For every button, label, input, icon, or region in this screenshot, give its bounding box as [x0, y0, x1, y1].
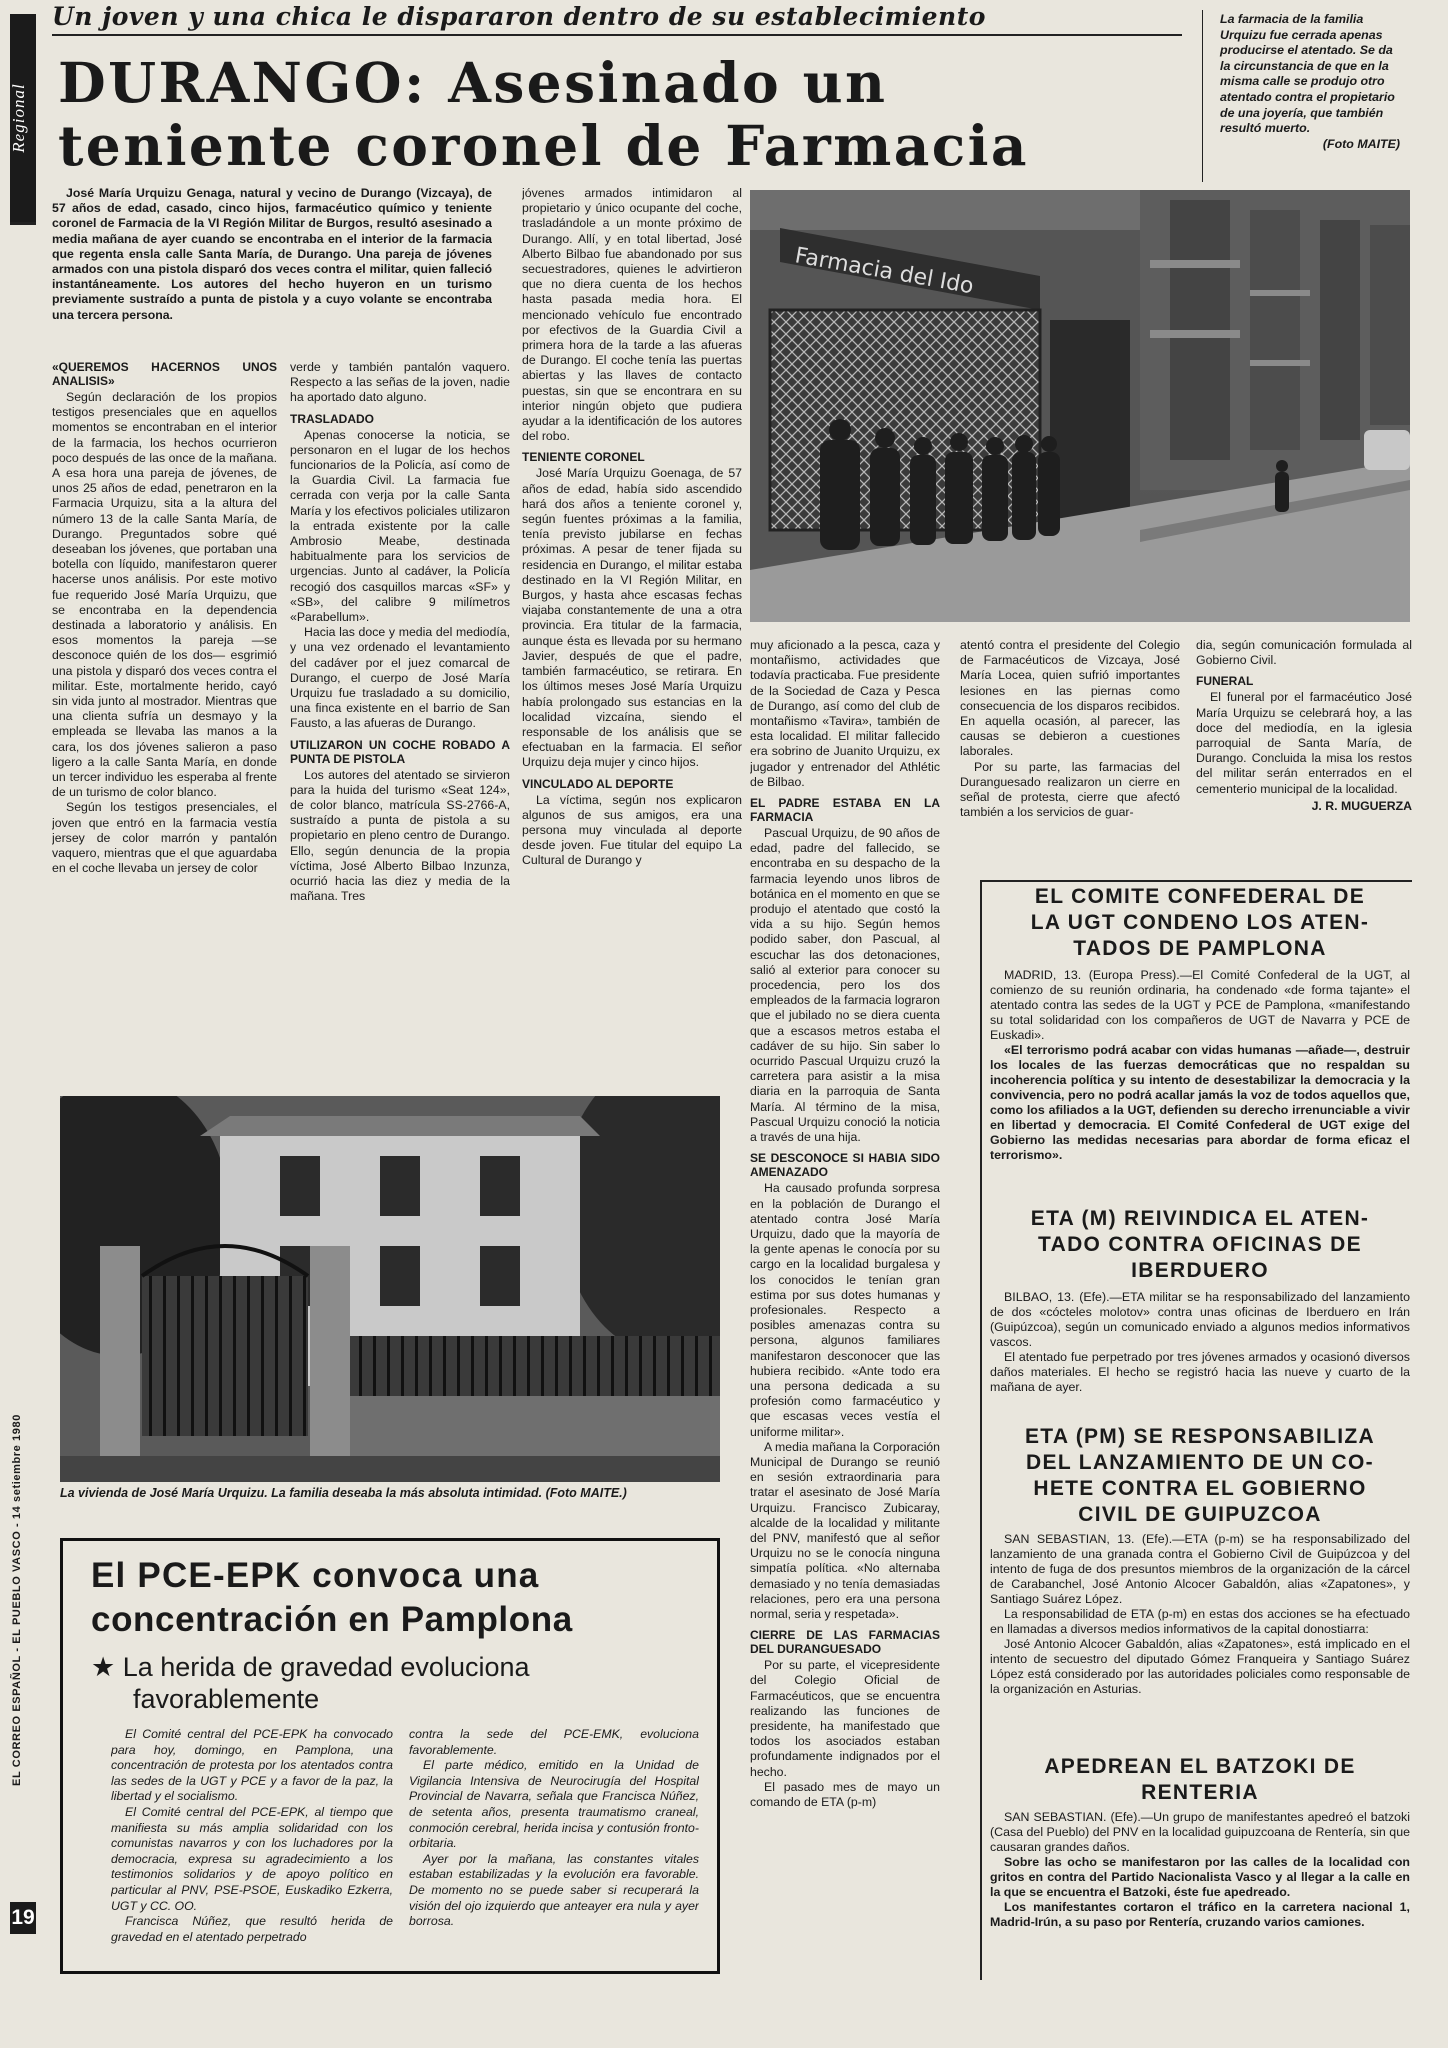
- photo1-caption: La farmacia de la familia Urquizu fue cerrada apenas producirse el atentado. Se da la circunstancia de que en la misma calle se produjo otro atentado contra el propietario de una joyería, que también resultó muerto. (Foto MAITE): [1220, 12, 1400, 151]
- eta-m-article: BILBAO, 13. (Efe).—ETA militar se ha responsabilizado del lanzamiento de dos «cócteles molotov» contra unas oficinas de Iberduero en Irán (Guipúzcoa), según un comunicado enviado a algunos medios informativos vascos. El atentado fue perpetrado por tres jóvenes armados y ocasionó diversos daños materiales. El hecho se registró hacia las nueve y cuarto de la mañana de ayer.: [990, 1290, 1410, 1394]
- eta-pm-article: SAN SEBASTIAN, 13. (Efe).—ETA (p-m) se ha responsabilizado del lanzamiento de una granada contra el Gobierno Civil de Guipúzcoa y del intento de fuga de dos presuntos miembros de la organización de la cárcel de Carabanchel, José Antonio Alcocer Gabaldón, alias «Zapatones», y Santiago Suárez López. La responsabilidad de ETA (p-m) en estas dos acciones se ha efectuado en llamadas a diversos medios informativos de la capital donostiarra: José Antonio Alcocer Gabaldón, alias «Zapatones», está implicado en el intento de secuestro del diputado Gómez Franqueira y Santiago Suárez López está considerado por las autoridades policiales como responsable de la organización en Asturias.: [990, 1532, 1410, 1696]
- subhead-funeral: FUNERAL: [1196, 674, 1254, 689]
- article-column-4: muy aficionado a la pesca, caza y montañismo, actividades que todavía practicaba. Fue presidente de la Sociedad de Caza y Pesca de Durango, así como del club de montañismo «Tavira», también de esta localidad. El militar fallecido era sobrino de Juanito Urquizu, ex jugador y entrenador del Athlétic de Bilbao. EL PADRE ESTABA EN LA FARMACIA Pascual Urquizu, de 90 años de edad, padre del fallecido, se encontraba en su despacho de la farmacia leyendo unos libros de botánica en el momento en que se produjo el atentado que costó la vida a su hijo. Según hemos podido saber, don Pascual, al escuchar las dos detonaciones, salió al exterior para conocer su procedencia, pero los dos empleados de la farmacia lograron que el jubilado no se diera cuenta que a escasos metros estaba el cadáver de su hijo. Sin saber lo ocurrido Pascual Urquizu cruzó la carretera para asistir a la misa diaria en la parroquia de Santa María. Al término de la misa, Pascual Urquizu conoció la noticia a través de una hija. SE DESCONOCE SI HABIA SIDO AMENAZADO Ha causado profunda sorpresa en la población de Durango el atentado contra José María Urquizu, dado que la mayoría de la gente apenas le conocía por su cargo en la localidad burgalesa y los conocidos le tenían gran estima por sus dotes humanas y profesionales. Respecto a posibles amenazas contra su persona, algunos familiares manifestaron desconocer que las hubiera recibido. «Ante todo era una persona dedicada a su profesión como farmacéutico y que escasas veces vestía el uniforme militar». A media mañana la Corporación Municipal de Durango se reunió en sesión extraordinaria para tratar el asesinato de José María Urquizu. Francisco Zubicaray, alcalde de la localidad y militante del PNV, manifestó que al señor Urquizu no se le conocía ninguna simpatía política. «No alternaba demasiado y no tenía demasiadas relaciones, pero era una persona normal, seria y respetada». CIERRE DE LAS FARMACIAS DEL DURANGUESADO Por su parte, el vicepresidente del Colegio Oficial de Farmacéuticos, que se encuentra realizando las funciones de presidente, ha manifestado que todos los asociados estaban profundamente indignados por el hecho. El pasado mes de mayo un comando de ETA (p-m): [750, 638, 940, 1810]
- article-column-6: dia, según comunicación formulada al Gobierno Civil. FUNERAL El funeral por el farmacéutico José María Urquizu se celebrará hoy, a las doce del mediodía, en la iglesia parroquial de Santa María, de Durango. Concluida la misa los restos del militar serán enterrados en el cementerio municipal de la localidad. J. R. MUGUERZA: [1196, 638, 1412, 813]
- subhead-coche: UTILIZARON UN COCHE ROBADO A PUNTA DE PISTOLA: [290, 737, 510, 766]
- lead-paragraph: José María Urquizu Genaga, natural y vecino de Durango (Vizcaya), de 57 años de edad, casado, cinco hijos, farmacéutico químico y teniente coronel de Farmacia de la VI Región Militar de Burgos, resultó asesinado a media mañana de ayer cuando se encontraba en el interior de la farmacia que regenta ensla calle Santa María, de Durango. Una pareja de jóvenes armados con una pistola disparó dos veces contra el militar, quien falleció instantáneamente. Los autores del hecho huyeron en un turismo previamente sustraído a punta de pistola y a cuyo volante se encontraba una tercera persona.: [52, 186, 492, 322]
- pce-sub-1: ★ La herida de gravedad evoluciona: [91, 1652, 530, 1682]
- pce-headline-1: El PCE-EPK convoca una: [91, 1556, 540, 1595]
- page-number: 19: [10, 1902, 36, 1934]
- subhead-teniente: TENIENTE CORONEL: [522, 450, 645, 465]
- eta-pm-headline: ETA (PM) SE RESPONSABILIZA DEL LANZAMIENTO DE UN CO- HETE CONTRA EL GOBIERNO CIVIL DE GUIPUZCOA: [1025, 1425, 1375, 1526]
- footer-vertical: EL CORREO ESPAÑOL - EL PUEBLO VASCO - 14 setiembre 1980: [11, 1414, 23, 1786]
- article-column-5: atentó contra el presidente del Colegio de Farmacéuticos de Vizcaya, José María Locea, quien sufrió importantes lesiones en las piernas como consecuencia de los disparos recibidos. En aquella ocasión, al parecer, las causas se debieron a cuestiones laborales. Por su parte, las farmacias del Duranguesado realizaron un cierre en señal de protesta, cierre que afectó también a los servicios de guar-: [960, 638, 1180, 820]
- subhead-padre: EL PADRE ESTABA EN LA FARMACIA: [750, 796, 940, 825]
- pharmacy-photo: [750, 190, 1410, 622]
- kicker: Un joven y una chica le dispararon dentro de su establecimiento: [52, 2, 986, 31]
- subhead-queremos: «QUEREMOS HACERNOS UNOS ANALISIS»: [52, 360, 277, 388]
- pce-box: [60, 1538, 720, 1974]
- pharmacy-sign: Farmacia del Ido: [792, 243, 976, 300]
- subhead-deporte: VINCULADO AL DEPORTE: [522, 776, 674, 791]
- subhead-desconoce: SE DESCONOCE SI HABIA SIDO AMENAZADO: [750, 1151, 940, 1180]
- pce-sub-2: favorablemente: [133, 1684, 320, 1714]
- batzoki-headline: APEDREAN EL BATZOKI DE RENTERIA: [1044, 1755, 1356, 1804]
- house-photo: [60, 1096, 720, 1482]
- photo2-caption: La vivienda de José María Urquizu. La familia deseaba la más absoluta intimidad. (Foto MAITE.): [60, 1486, 627, 1500]
- batzoki-article: SAN SEBASTIAN. (Efe).—Un grupo de manifestantes apedreó el batzoki (Casa del Pueblo) del PNV en la localidad guipuzcoana de Rentería, sin que causaran grandes daños. Sobre las ocho se manifestaron por las calles de la localidad con gritos en contra del Partido Nacionalista Vasco y al llegar a la calle en la que se encuentra el Batzoki, éste fue apedreado. Los manifestantes cortaron el tráfico en la carretera nacional 1, Madrid-Irún, a su paso por Rentería, cruzando varios camiones.: [990, 1810, 1410, 1929]
- headline-2: teniente coronel de Farmacia: [58, 113, 1029, 178]
- section-tab: [10, 14, 36, 222]
- subhead-cierre: CIERRE DE LAS FARMACIAS DEL DURANGUESADO: [750, 1628, 940, 1657]
- headline-1: DURANGO: Asesinado un: [58, 50, 888, 115]
- pce-headline-2: concentración en Pamplona: [91, 1600, 573, 1639]
- ugt-headline: EL COMITE CONFEDERAL DE LA UGT CONDENO LOS ATEN- TADOS DE PAMPLONA: [1030, 885, 1370, 960]
- section-label: Regional: [9, 83, 28, 153]
- subhead-trasladado: TRASLADADO: [290, 411, 374, 426]
- ugt-article: MADRID, 13. (Europa Press).—El Comité Confederal de la UGT, al comienzo de su reunión ordinaria, ha condenado «de forma tajante» el atentado contra las sedes de la UGT y PCE de Pamplona, «manifestando su total solidaridad con los compañeros de UGT de Navarra y PCE de Euskadi». «El terrorismo podrá acabar con vidas humanas —añade—, destruir los locales de las fuerzas democráticas que no respaldan su incoherencia política y su intento de desestabilizar la democracia y la convivencia, pero no podrá acallar jamás la voz de todos aquellos que, como los afiliados a la UGT, defienden su derecho irrenunciable a vivir en libertad y democracia. El Comité Confederal de UGT exige del Gobierno las medidas necesarias para abordar de forma eficaz el terrorismo».: [990, 968, 1410, 1162]
- pce-left-column: El Comité central del PCE-EPK ha convocado para hoy, domingo, en Pamplona, una concentración de protesta por los atentados contra las sedes de la UGT y PCE y a favor de la paz, la libertad y el socialismo. El Comité central del PCE-EPK, al tiempo que manifiesta su más amplia solidaridad con los comunistas navarros y con los luchadores por la democracia, expresa su agradecimiento a los testimonios solidarios y de apoyo político en particular al PNV, PSE-PSOE, Euskadiko Ezkerra, UGT y CC. OO. Francisca Núñez, que resultó herida de gravedad en el atentado perpetrado: [111, 1727, 393, 1944]
- photo1-credit: (Foto MAITE): [1322, 136, 1400, 151]
- byline: J. R. MUGUERZA: [1311, 798, 1412, 813]
- article-column-1: «QUEREMOS HACERNOS UNOS ANALISIS» Según declaración de los propios testigos presenciales que en aquellos momentos se encontraban en el interior de la farmacia, los hechos ocurrieron poco después de las once de la mañana. A esa hora una pareja de jóvenes, de unos 25 años de edad, penetraron en la Farmacia Urquizu, sita a la altura del número 13 de la calle Santa María, de Durango. Preguntados sobre qué deseaban los jóvenes, que portaban una botella con líquido, manifestaron querer hacerse unos análisis. Por este motivo fue requerido José María Urquizu, que se encontraba en la dependencia destinada a laboratorio y análisis. En esos momentos la pareja —se desconoce quién de los dos— esgrimió una pistola y disparó dos veces contra el militar. Este, mortalmente herido, cayó sin vida junto al mostrador. Mientras que una clienta sufría un desmayo y la empleada se llevaba las manos a la cara, los dos jóvenes salieron a paso ligero a la calle Santa María, en donde un tercer individuo les esperaba al frente de un turismo de color blanco. Según los testigos presenciales, el joven que entró en la farmacia vestía jersey de color marrón y pantalón vaquero, mientras que el que aguardaba en el coche llevaba un jersey de color: [52, 360, 277, 876]
- eta-m-headline: ETA (M) REIVINDICA EL ATEN- TADO CONTRA OFICINAS DE IBERDUERO: [1030, 1207, 1370, 1282]
- article-column-3: jóvenes armados intimidaron al propietario y único ocupante del coche, trasladándole a un monte próximo de Durango. Allí, y en total libertad, José Alberto Bilbao fue abandonado por sus secuestradores, quienes le advirtieron que no diera cuenta de los hechos hasta pasada media hora. El mencionado vehículo fue encontrado por efectivos de la Guardia Civil a primera hora de la tarde a las afueras de Durango. El coche tenía las puertas abiertas y las llaves de contacto puestas, sin que se encontrara en su interior ningún objeto que pudiera ayudar a la identificación de los autores del robo. TENIENTE CORONEL José María Urquizu Goenaga, de 57 años de edad, había sido ascendido hará dos años a teniente coronel y, según fuentes próximas a la familia, tenía previsto jubilarse en fechas próximas. A pesar de tener fijada su residencia en Durango, el militar estaba destinado en la VI Región Militar, en Burgos, y hasta ahce escasas fechas viajaba constantemente de una a otra provincia. Era titular de la farmacia, aunque ésta es llevada por su hermano Javier, después de que el padre, también farmacéutico, se retirara. En los últimos meses José María Urquizu había prolongado sus estancias en la localidad vizcaína, siendo el responsable de los análisis que se efectuaban en la farmacia. El señor Urquizu deja mujer y cinco hijos. VINCULADO AL DEPORTE La víctima, según nos explicaron algunos de sus amigos, era una persona muy vinculada al deporte desde joven. Fue titular del equipo La Cultural de Durango y: [522, 186, 742, 868]
- article-column-2: verde y también pantalón vaquero. Respecto a las señas de la joven, nadie ha aportado dato alguno. TRASLADADO Apenas conocerse la noticia, se personaron en el lugar de los hechos funcionarios de la Policía, así como de la Guardia Civil. La farmacia fue cerrada con verja por la calle Santa María y los efectivos policiales utilizaron la entrada existente por la calle Ambrosio Meabe, destinada habitualmente para los servicios de urgencias. Junto al cadáver, la Policía recogió dos casquillos marcas «SF» y «SB», del calibre 9 milímetros «Parabellum». Hacia las doce y media del mediodía, y una vez ordenado el levantamiento del cadáver por el juez comarcal de Durango, el cuerpo de José María Urquizu fue trasladado a su domicilio, una finca existente en el barrio de San Fausto, a las afueras de Durango. UTILIZARON UN COCHE ROBADO A PUNTA DE PISTOLA Los autores del atentado se sirvieron para la huida del turismo «Seat 124», de color blanco, matrícula SS-2766-A, sustraído a punta de pistola a su propietario en pleno centro de Durango. Ello, según denuncia de la propia víctima, José Alberto Bilbao Inzunza, ocurrió hacia las diez y media de la mañana. Tres: [290, 360, 510, 904]
- pce-right-column: contra la sede del PCE-EMK, evoluciona favorablemente. El parte médico, emitido en la Unidad de Vigilancia Intensiva de Neurocirugía del Hospital Provincial de Navarra, señala que Francisca Núñez, de setenta años, presenta traumatismo craneal, conmoción cerebral, herida incisa y contusión fronto-orbitaria. Ayer por la mañana, las constantes vitales estaban estabilizadas y la evolución era favorable. De momento no se puede saber si recuperará la visión del ojo izquierdo que anteayer era nula y ayer borrosa.: [409, 1727, 699, 1929]
